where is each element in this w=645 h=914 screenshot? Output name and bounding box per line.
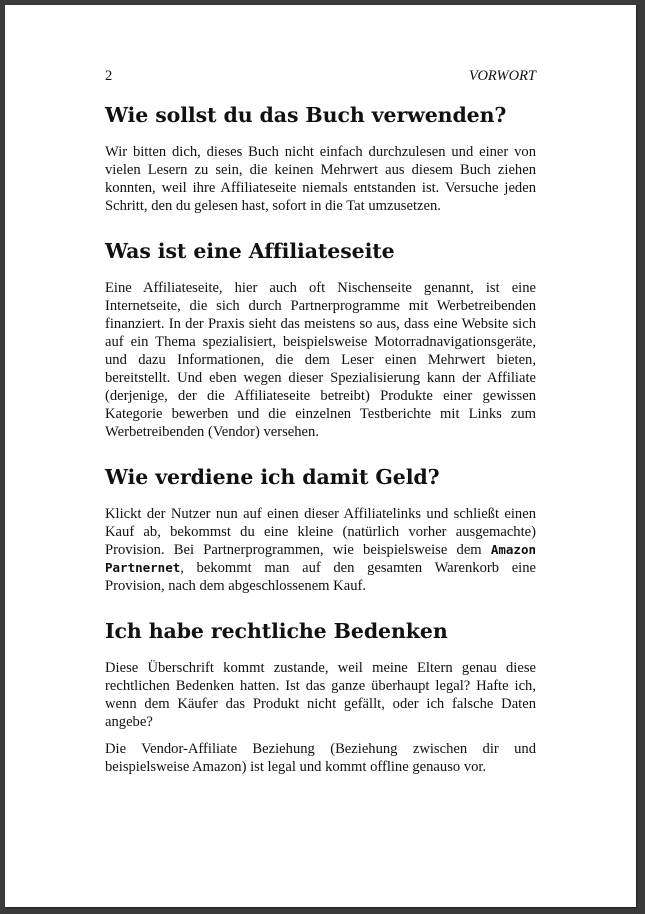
running-header (105, 68, 536, 84)
document-page (5, 5, 636, 907)
paragraph: Diese Überschrift kommt zustande, weil meine Eltern genau diese rechtlichen Bedenken hatten. Ist das ganze überhaupt legal? Hafte ich, wenn dem Käufer das Produkt nicht gefällt, oder ich falsche Daten angebe? (105, 660, 536, 730)
section-heading: Wie verdiene ich damit Geld? (105, 465, 440, 489)
paragraph-text: , bekommt man auf den gesamten Warenkorb eine Provision, nach dem abgeschlossenem Kauf. (105, 560, 536, 594)
paragraph: Die Vendor-Affiliate Beziehung (Beziehung zwischen dir und beispielsweise Amazon) ist legal und kommt offline genauso vor. (105, 741, 536, 775)
section-heading: Was ist eine Affiliateseite (105, 239, 395, 263)
paragraph-text: Klickt der Nutzer nun auf einen dieser Affiliatelinks und schließt einen Kauf ab, bekommst du eine kleine (natürlich vorher ausgemachte) Provision. Bei Partnerprogrammen, wie beispielsweise dem (105, 506, 536, 558)
section-heading: Ich habe rechtliche Bedenken (105, 619, 448, 643)
section-heading: Wie sollst du das Buch verwenden? (105, 103, 507, 127)
paragraph: Eine Affiliateseite, hier auch oft Nischenseite genannt, ist eine Internetseite, die sich durch Partnerprogramme mit Werbetreibenden finanziert. In der Praxis sieht das meistens so aus, dass eine Website sich auf ein Thema spezialisiert, beispielsweise Motorradnavigationsgeräte, und dazu Informationen, die dem Leser einen Mehrwert bieten, bereitstellt. Und eben wegen dieser Spezialisierung kann der Affiliate (derjenige, der die Affiliateseite betreibt) Produkte einer gewissen Kategorie bewerben und die einzelnen Testberichte mit Links zum Werbetreibenden (Vendor) versehen. (105, 280, 536, 440)
page-body (105, 101, 536, 776)
inline-code: Amazon Partnernet (105, 542, 536, 575)
page-number: 2 (105, 68, 113, 84)
chapter-title: VORWORT (469, 68, 536, 84)
paragraph (105, 505, 536, 595)
paragraph: Wir bitten dich, dieses Buch nicht einfach durchzulesen und einer von vielen Lesern zu sein, die keinen Mehrwert aus diesem Buch ziehen konnten, weil ihre Affiliateseite niemals entstanden ist. Versuche jeden Schritt, den du gelesen hast, sofort in die Tat umzusetzen. (105, 144, 536, 214)
